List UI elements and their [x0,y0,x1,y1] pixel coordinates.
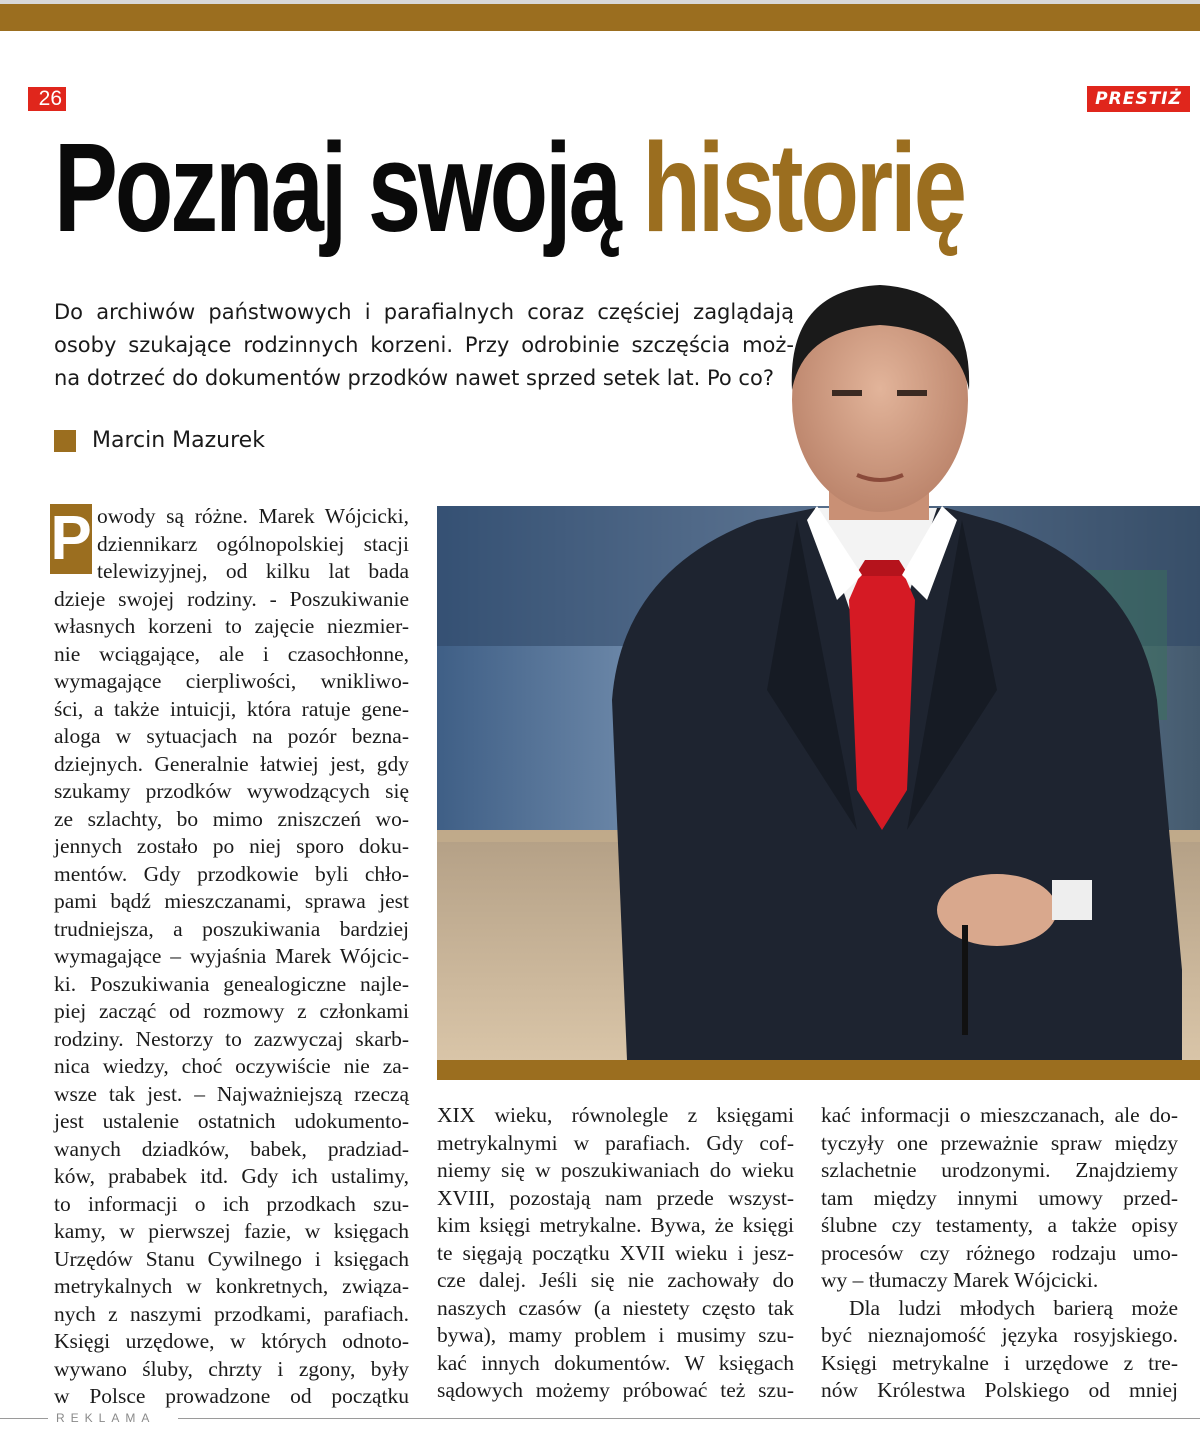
text-line: aloga w sytuacjach na pozór bezna- [54,724,409,748]
text-line: pami bądź mieszczanami, sprawa jest [54,889,409,913]
text-line: Księgi metrykalne i urzędowe z tre- [821,1350,1178,1375]
text-line: ze szlachty, bo mimo zniszczeń wo- [54,806,409,831]
lead-line: Do archiwów państwowych i parafialnych coraz częściej zaglądają [54,300,794,324]
text-line: jest ustalenie ostatnich udokumento- [54,1109,409,1133]
author-byline: Marcin Mazurek [92,428,265,453]
column-1-drop-lines [97,503,409,586]
column-1 [54,586,409,1411]
text-line: szlachetnie urodzonymi. Znajdziemy [821,1158,1178,1182]
lead-line: na dotrzeć do dokumentów przodków nawet sprzed setek lat. Po co? [54,366,774,390]
text-line: w Polsce prowadzone od początku [54,1384,409,1408]
column-3 [821,1102,1178,1405]
headline-part-1: Poznaj swoją [54,117,643,258]
text-line: te sięgają początku XVII wieku i jesz- [437,1240,794,1265]
text-line: ki. Poszukiwania genealogiczne najle- [54,971,409,996]
text-line: nów Królestwa Polskiego od mniej [821,1378,1178,1402]
text-line: nie wciągające, ale i czasochłonne, [54,641,409,666]
text-line: naszych czasów (a niestety często tak [437,1295,794,1320]
text-line: metrykalnych w konkretnych, związa- [54,1274,409,1298]
text-line: wymagające – wyjaśnia Marek Wójcic- [54,944,409,968]
text-line: wy – tłumaczy Marek Wójcicki. [821,1268,1099,1292]
text-line: kać innych dokumentów. W księgach [437,1350,794,1375]
text-line: jennych zostało po niej sporo doku- [54,834,409,858]
text-line: bywa), mamy problem i musimy szu- [437,1323,794,1347]
text-line: wywano śluby, chrzty i zgony, były [54,1356,409,1381]
text-line: procesów czy różnego rodzaju umo- [821,1240,1178,1265]
text-line: Księgi urzędowe, w których odnoto- [54,1329,409,1353]
text-line: dziennikarz ogólnopolskiej stacji [97,531,409,556]
text-line: trudniejsza, a poszukiwania bardziej [54,916,409,941]
page-number: 26 [28,87,66,111]
text-line: metrykalnymi w parafiach. Gdy cof- [437,1130,794,1155]
text-line: dziejnych. Generalnie łatwiej jest, gdy [54,751,409,776]
text-line: tam między innymi umowy przed- [821,1185,1178,1210]
magazine-logo: PRESTIŻ [1087,86,1190,112]
text-line: owody są różne. Marek Wójcicki, [97,504,409,528]
text-line: cze dalej. Jeśli się nie zachowały do [437,1268,794,1292]
headline [54,117,964,258]
text-line: kim księgi metrykalne. Bywa, że księgi [437,1213,794,1237]
text-line: sądowych możemy próbować też szu- [437,1378,794,1402]
text-line: szukamy przodków wywodzących się [54,779,409,803]
text-line: ślubne czy testamenty, a także opisy [821,1213,1178,1237]
headline-part-2: historię [642,117,964,258]
text-line: kamy, w pierwszej fazie, w księgach [54,1219,409,1243]
text-line: XVIII, pozostają nam przede wszyst- [437,1185,794,1210]
footer-rule-right [178,1418,1200,1419]
text-line: tyczyły one przeważnie spraw między [821,1130,1178,1155]
text-line: telewizyjnej, od kilku lat bada [97,559,409,583]
text-line: nych z naszymi przodkami, parafiach. [54,1301,409,1326]
text-line: rodziny. Nestorzy to zazwyczaj skarb- [54,1026,409,1051]
text-line: ków, prababek itd. Gdy ich ustalimy, [54,1164,409,1188]
text-line: własnych korzeni to zajęcie niezmier- [54,614,409,638]
drop-cap: P [50,504,92,573]
text-line: mentów. Gdy przodkowie byli chło- [54,861,409,886]
text-line: piej zacząć od rozmowy z członkami [54,999,409,1023]
footer-rule-left [0,1418,48,1419]
text-line: być nieznajomość języka rosyjskiego. [821,1323,1178,1347]
advertisement-label: REKLAMA [56,1411,156,1425]
top-color-bar [0,4,1200,31]
column-2 [437,1102,794,1405]
text-line: niemy się w poszukiwaniach do wieku [437,1158,794,1182]
text-line: to informacji o ich przodkach szu- [54,1191,409,1216]
text-line: XIX wieku, równolegle z księgami [437,1103,794,1127]
text-line: nica wiedzy, choć oczywiście nie za- [54,1054,409,1078]
text-line: Dla ludzi młodych barierą może [849,1295,1178,1320]
text-line: Urzędów Stanu Cywilnego i księgach [54,1246,409,1271]
text-line: dzieje swojej rodziny. - Poszukiwanie [54,586,409,611]
lead-line: osoby szukające rodzinnych korzeni. Przy odrobinie szczęścia moż- [54,333,794,357]
text-line: wanych dziadków, babek, pradziad- [54,1136,409,1161]
text-line: wsze tak jest. – Najważniejszą rzeczą [54,1081,409,1106]
photo-accent-bar [437,1060,1200,1080]
lead-paragraph [54,296,794,395]
text-line: ści, a także intuicji, która ratuje gene- [54,696,409,721]
author-marker [54,430,76,452]
text-line: kać informacji o mieszczanach, ale do- [821,1103,1178,1127]
text-line: wymagające cierpliwości, wnikliwo- [54,669,409,693]
